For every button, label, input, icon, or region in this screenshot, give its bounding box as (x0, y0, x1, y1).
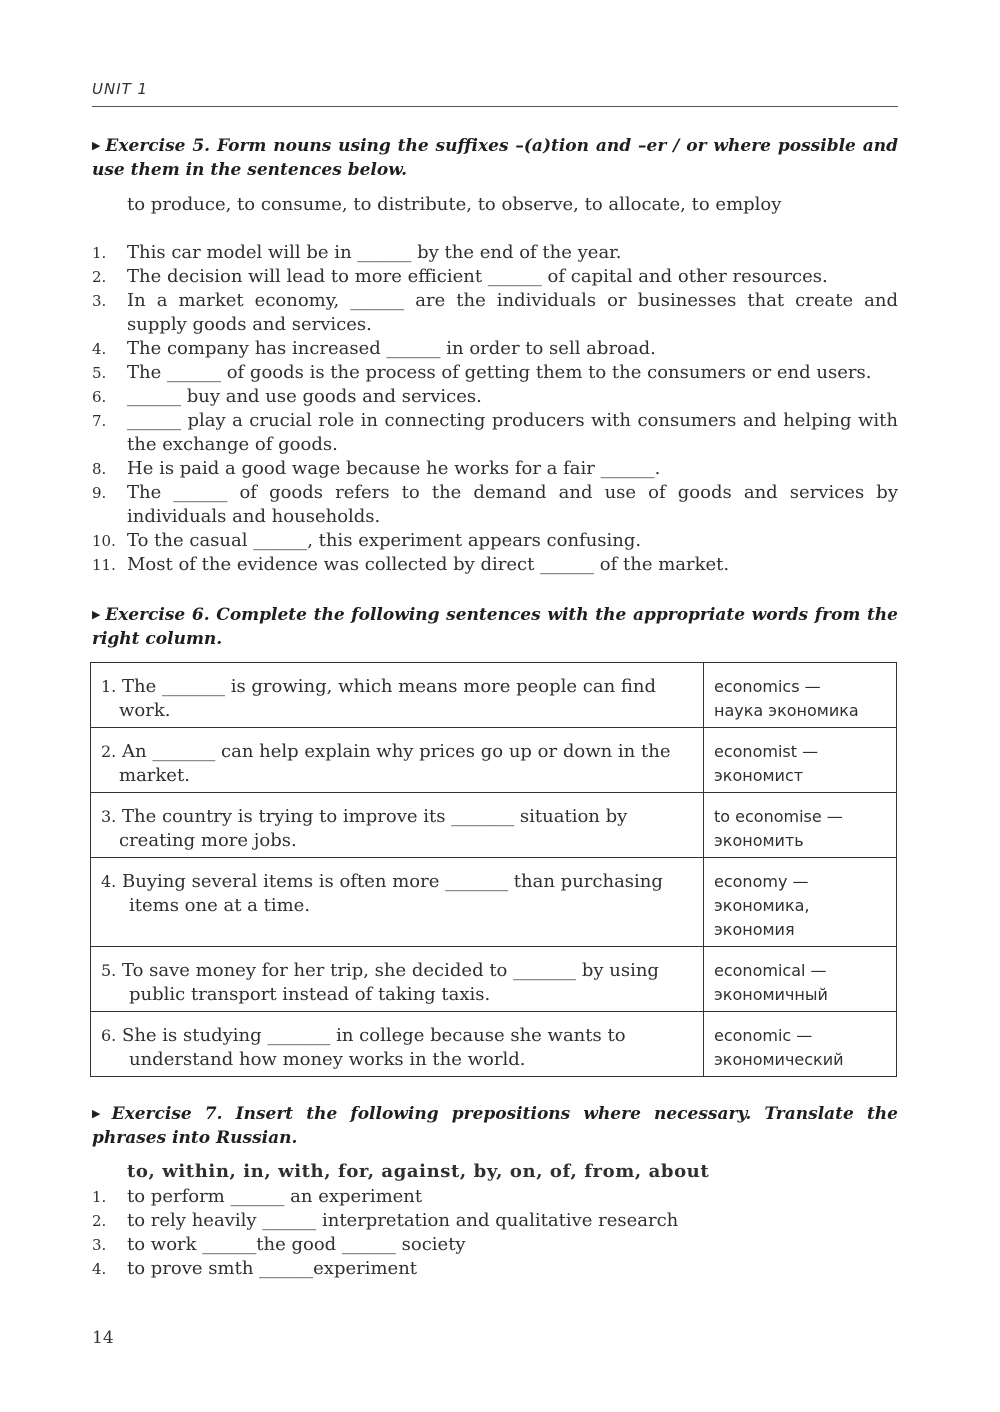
list-item: 10. To the casual ______, this experiment appears confusing. (92, 530, 642, 551)
triangle-bullet-icon: ▶ (92, 1107, 108, 1120)
list-item: 11. Most of the evidence was collected by direct ______ of the market. (92, 554, 730, 575)
list-item: 4. to prove smth ______experiment (92, 1258, 418, 1279)
exercise-5-list (92, 241, 898, 577)
table-row: 1. The _______ is growing, which means more people can find work. economics — наука экономика (91, 663, 897, 728)
exercise-7-list (92, 1185, 898, 1281)
exercise-5-word-list: to produce, to consume, to distribute, to observe, to allocate, to employ (127, 194, 782, 215)
table-row: 5. To save money for her trip, she decided to _______ by using public transport instead of taking taxis. economical — экономичный (91, 947, 897, 1012)
list-item: 3. to work ______the good ______ society (92, 1234, 466, 1255)
exercise-7-title: ▶ Exercise 7. Insert the following prepositions where necessary. Translate the phrases into Russian. (92, 1104, 898, 1148)
list-item: 5. The ______ of goods is the process of getting them to the consumers or end users. (92, 362, 872, 383)
exercise-6-table (90, 662, 897, 1077)
exercise-7-word-list: to, within, in, with, for, against, by, on, of, from, about (127, 1161, 710, 1182)
page-number: 14 (92, 1328, 114, 1348)
list-item: 7. ______ play a crucial role in connecting producers with consumers and helping with the exchange of goods. (92, 410, 898, 455)
triangle-bullet-icon: ▶ (92, 139, 102, 152)
header-divider (92, 106, 898, 107)
list-item: 2. The decision will lead to more efficient ______ of capital and other resources. (92, 266, 828, 287)
unit-header: UNIT 1 (92, 80, 149, 98)
list-item: 4. The company has increased ______ in order to sell abroad. (92, 338, 656, 359)
list-item: 3. In a market economy, ______ are the individuals or businesses that create and supply goods and services. (92, 290, 898, 335)
list-item: 6. ______ buy and use goods and services. (92, 386, 482, 407)
table-row: 6. She is studying _______ in college because she wants to understand how money works in the world. economic — экономический (91, 1012, 897, 1077)
list-item: 1. This car model will be in ______ by the end of the year. (92, 242, 622, 263)
list-item: 8. He is paid a good wage because he works for a fair ______. (92, 458, 661, 479)
exercise-6-title: ▶ Exercise 6. Complete the following sentences with the appropriate words from the right column. (92, 605, 898, 649)
triangle-bullet-icon: ▶ (92, 608, 102, 621)
list-item: 1. to perform ______ an experiment (92, 1186, 423, 1207)
table-row: 2. An _______ can help explain why prices go up or down in the market. economist — экономист (91, 728, 897, 793)
list-item: 9. The ______ of goods refers to the demand and use of goods and services by individuals and households. (92, 482, 898, 527)
list-item: 2. to rely heavily ______ interpretation and qualitative research (92, 1210, 679, 1231)
table-row: 3. The country is trying to improve its _______ situation by creating more jobs. to economise — экономить (91, 793, 897, 858)
exercise-5-title: ▶ Exercise 5. Form nouns using the suffixes –(a)tion and –er / or where possible and use them in the sentences below. (92, 136, 898, 180)
table-row: 4. Buying several items is often more _______ than purchasing items one at a time. economy — экономика, экономия (91, 858, 897, 947)
